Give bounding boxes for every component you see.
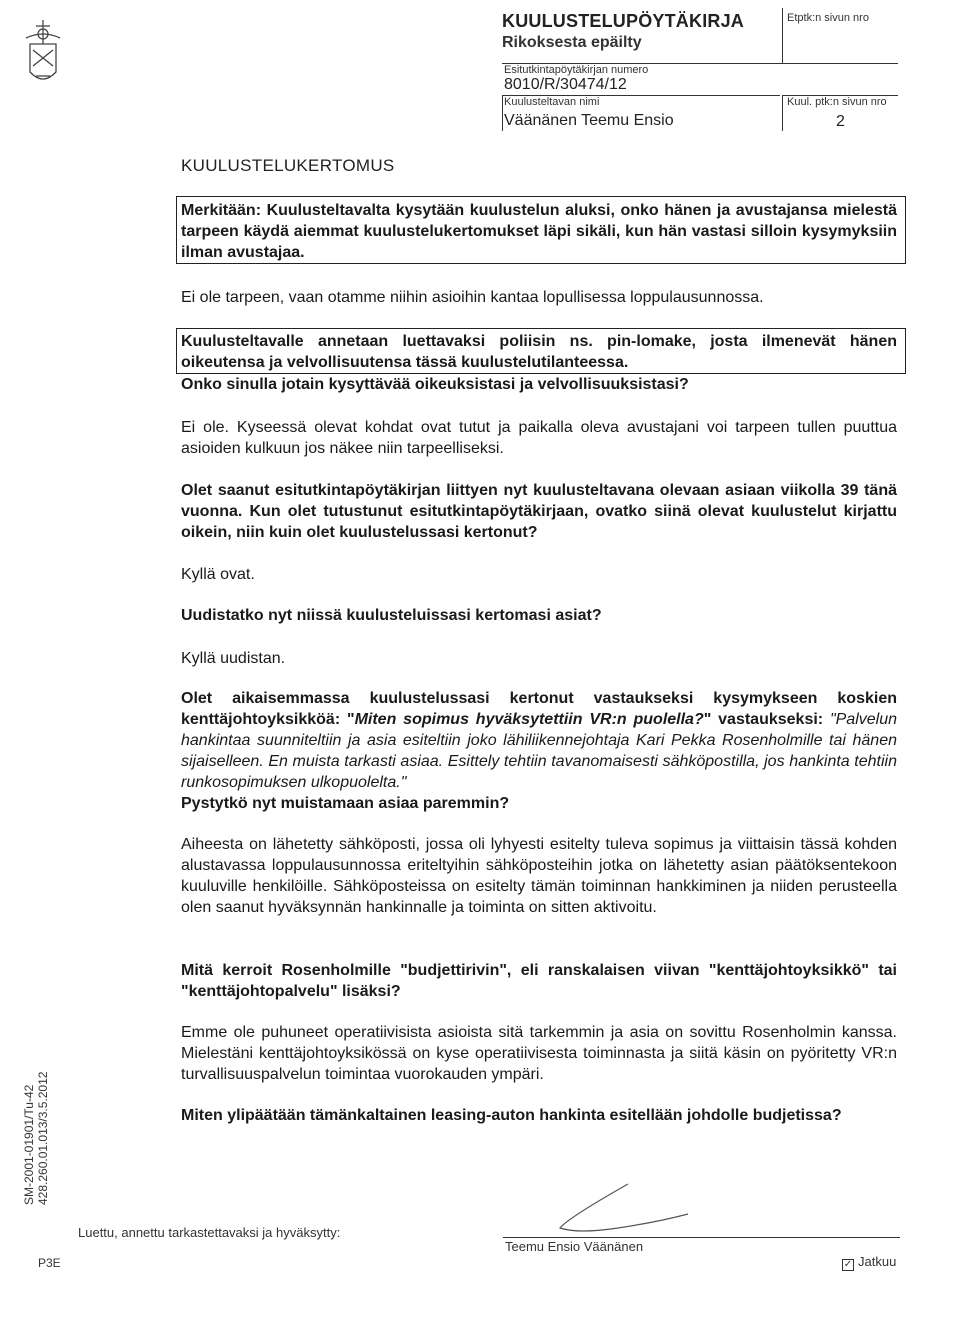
- section-heading: KUULUSTELUKERTOMUS: [181, 156, 395, 175]
- document-subtitle: Rikoksesta epäilty: [502, 34, 642, 51]
- notice-2: Kuulusteltavalle annetaan luettavaksi poliisin ns. pin-lomake, josta ilmenevät hänen oikeutensa ja velvollisuutensa tässä kuulustelutilanteessa.: [181, 333, 897, 371]
- question-5-lead: Olet aikaisemmassa kuulustelussasi kertonut vastaukseksi kysymykseen koskien kenttäjohtoyksikköä: ": [181, 690, 897, 728]
- question-5: [181, 688, 897, 814]
- notice-1: Merkitään: Kuulusteltavalta kysytään kuulustelun aluksi, onko hänen ja avustajansa mielestä tarpeen käydä aiemmat kuulustelukertomukset läpi sikäli, kun hän vastasi silloin kysymyksiin ilman avustajaa.: [181, 202, 897, 261]
- checkbox-checked-icon: ✓: [843, 1259, 853, 1270]
- question-4: Uudistatko nyt niissä kuulusteluissasi kertomasi asiat?: [181, 607, 602, 624]
- answer-3: Kyllä ovat.: [181, 566, 255, 583]
- interviewee-name: Väänänen Teemu Ensio: [504, 112, 674, 129]
- question-2: Onko sinulla jotain kysyttävää oikeuksistasi ja velvollisuuksistasi?: [181, 376, 689, 393]
- answer-1: Ei ole tarpeen, vaan otamme niihin asioihin kantaa lopullisessa loppulausunnossa.: [181, 289, 764, 306]
- answer-5: Aiheesta on lähetetty sähköposti, jossa oli lyhyesti esitelty tuleva sopimus ja viittaisin tässä kohden alustavassa loppulausunnossa eriteltyihin sähköposteihin jotka on lähetetty asian päätöksentekoon kuuluville henkilöille. Sähköposteissa on esitelty tämän toiminnan hankkiminen ja niiden perusteella olen saanut hyväksynnän hankinnalle ja toiminta on sitten aktivoitu.: [181, 836, 897, 916]
- side-form-code: [22, 1072, 50, 1205]
- question-5-quoted-question: Miten sopimus hyväksytettiin VR:n puolella?: [354, 711, 704, 728]
- question-5-quoted-answer: "Palvelun hankintaa suunniteltiin ja asia esiteltiin joko lähiliikennejohtaja Kari Pekka Rosenholmille tai hänen sijaiselleen. En muista tarkasti asiaa. Esittely tehtiin tavanomaisesti sähköpostilla, jos hankinta tehtiin runkosopimuksen ulkopuolelta.": [181, 711, 898, 791]
- page-number-box-left: [782, 95, 783, 131]
- continues-label: Jatkuu: [858, 1254, 897, 1269]
- interviewee-label: Kuulusteltavan nimi: [504, 96, 600, 108]
- interview-page-label: Kuul. ptk:n sivun nro: [787, 96, 887, 108]
- name-box-left: [502, 95, 503, 131]
- question-6: Mitä kerroit Rosenholmille "budjettirivin", eli ranskalaisen viivan "kenttäjohtoyksikkö" tai "kenttäjohtopalvelu" lisäksi?: [181, 962, 897, 1000]
- question-3: Olet saanut esitutkintapöytäkirjan liittyen nyt kuulusteltavana olevaan asiaan viikolla 39 tänä vuonna. Kun olet tutustunut esitutkintapöytäkirjaan, ovatko siinä olevat kuulustelut kirjattu oikein, niin kuin olet kuulustelussasi kertonut?: [181, 482, 897, 541]
- page-number: 2: [836, 113, 845, 130]
- answer-6: Emme ole puhuneet operatiivisista asioista sitä tarkemmin ja asia on sovittu Rosenholmin kanssa. Mielestäni kenttäjohtoyksikössä on kyse operatiivisesta toiminnasta ja siitä käsin on pyöritetty VR:n turvallisuuspalvelun toimintaa vuorokauden ympäri.: [181, 1024, 897, 1083]
- continues-indicator: [842, 1254, 896, 1271]
- signer-name: Teemu Ensio Väänänen: [505, 1239, 644, 1254]
- case-number: 8010/R/30474/12: [504, 76, 627, 93]
- answer-4: Kyllä uudistan.: [181, 650, 286, 667]
- read-approved-label: Luettu, annettu tarkastettavaksi ja hyväksytty:: [78, 1225, 341, 1240]
- pretrial-page-label: Etptk:n sivun nro: [787, 12, 869, 24]
- page-box-divider: [782, 8, 783, 64]
- signature-line: [503, 1237, 900, 1238]
- form-code: P3E: [38, 1256, 61, 1270]
- answer-2: Ei ole. Kyseessä olevat kohdat ovat tutut ja paikalla oleva avustajani voi tarpeen tullen puuttua asioiden kulkuun jos näkee niin tarpeelliseksi.: [181, 419, 897, 457]
- question-7: Miten ylipäätään tämänkaltainen leasing-auton hankinta esitellään johdolle budjetissa?: [181, 1107, 842, 1124]
- police-crest-logo: [18, 14, 68, 90]
- document-title: KUULUSTELUPÖYTÄKIRJA: [502, 11, 745, 31]
- case-number-label: Esitutkintapöytäkirjan numero: [504, 64, 649, 76]
- signature-scribble: [548, 1178, 698, 1238]
- question-5-middle: " vastaukseksi:: [703, 711, 830, 728]
- question-5-closing: Pystytkö nyt muistamaan asiaa paremmin?: [181, 795, 510, 812]
- side-code-1: SM-2001-01901/Tu-42: [22, 1084, 36, 1205]
- side-code-2: 428.260.01.013/3.5.2012: [36, 1071, 50, 1205]
